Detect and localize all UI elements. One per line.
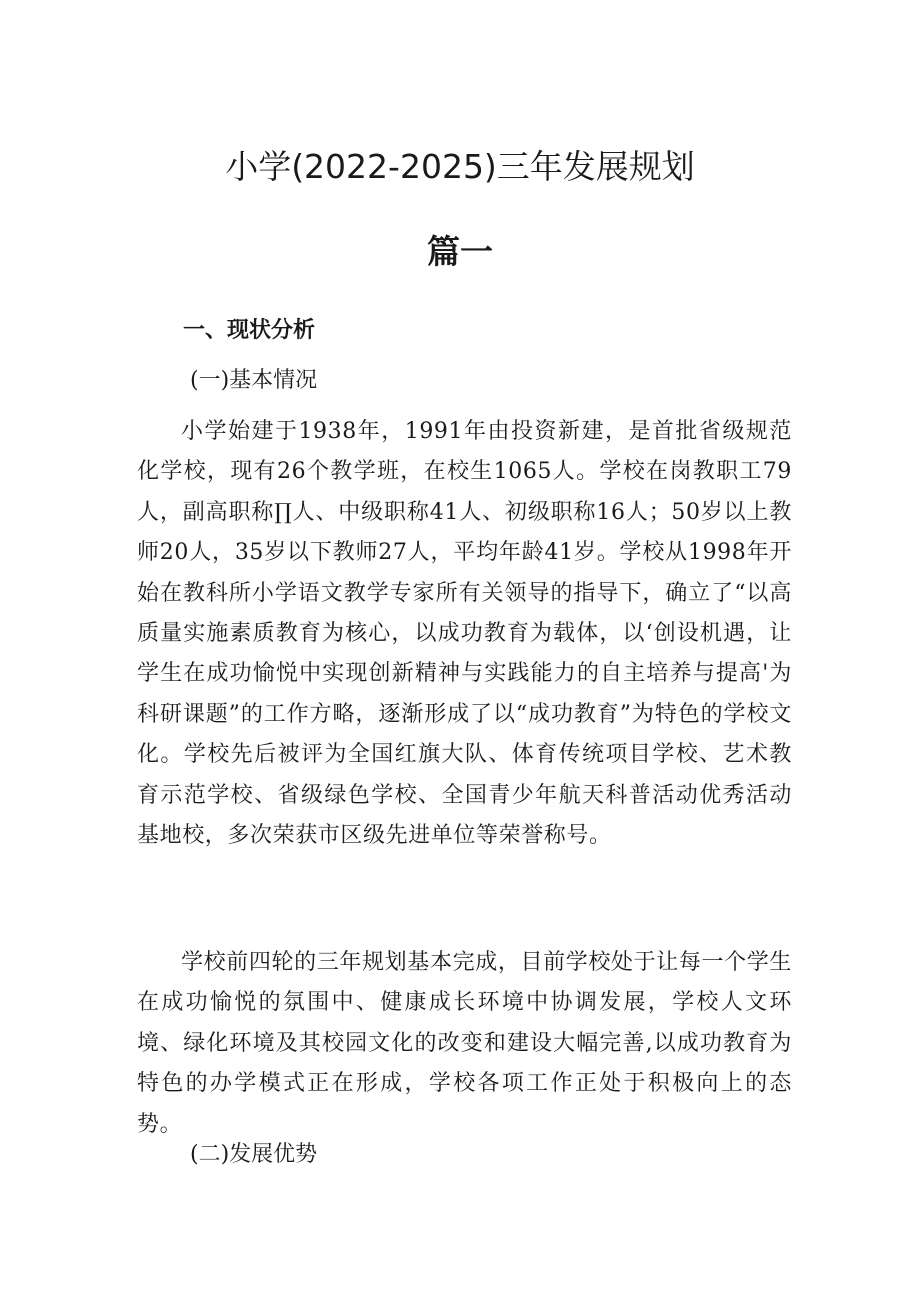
subsection-heading-basic-situation: (一)基本情况: [190, 368, 318, 393]
section-heading-status-analysis: 一、现状分析: [183, 318, 316, 343]
paragraph-basic-situation: 小学始建于1938年，1991年由投资新建，是首批省级规范化学校，现有26个教学班，在校生1065人。学校在岗教职工79人，副高职称∏人、中级职称41人、初级职称16人；50岁以上教师20人，35岁以下教师27人，平均年龄41岁。学校从1998年开始在教科所小学语文教学专家所有关领导的指导下，确立了“以高质量实施素质教育为核心，以成功教育为载体，以‘创设机遇，让学生在成功愉悦中实现创新精神与实践能力的自主培养与提高'为科研课题”的工作方略，逐渐形成了以“成功教育”为特色的学校文化。学校先后被评为全国红旗大队、体育传统项目学校、艺术教育示范学校、省级绿色学校、全国青少年航天科普活动优秀活动基地校，多次荣获市区级先进单位等荣誉称号。: [137, 419, 792, 849]
subsection-heading-development-advantages: (二)发展优势: [190, 1142, 318, 1167]
paragraph-planning-progress: 学校前四轮的三年规划基本完成，目前学校处于让每一个学生在成功愉悦的氛围中、健康成长环境中协调发展，学校人文环境、绿化环境及其校园文化的改变和建设大幅完善,以成功教育为特色的办学模式正在形成，学校各项工作正处于积极向上的态势。: [137, 950, 792, 1137]
document-title: 小学(2022-2025)三年发展规划: [225, 147, 695, 186]
document-subtitle: 篇一: [427, 232, 493, 271]
